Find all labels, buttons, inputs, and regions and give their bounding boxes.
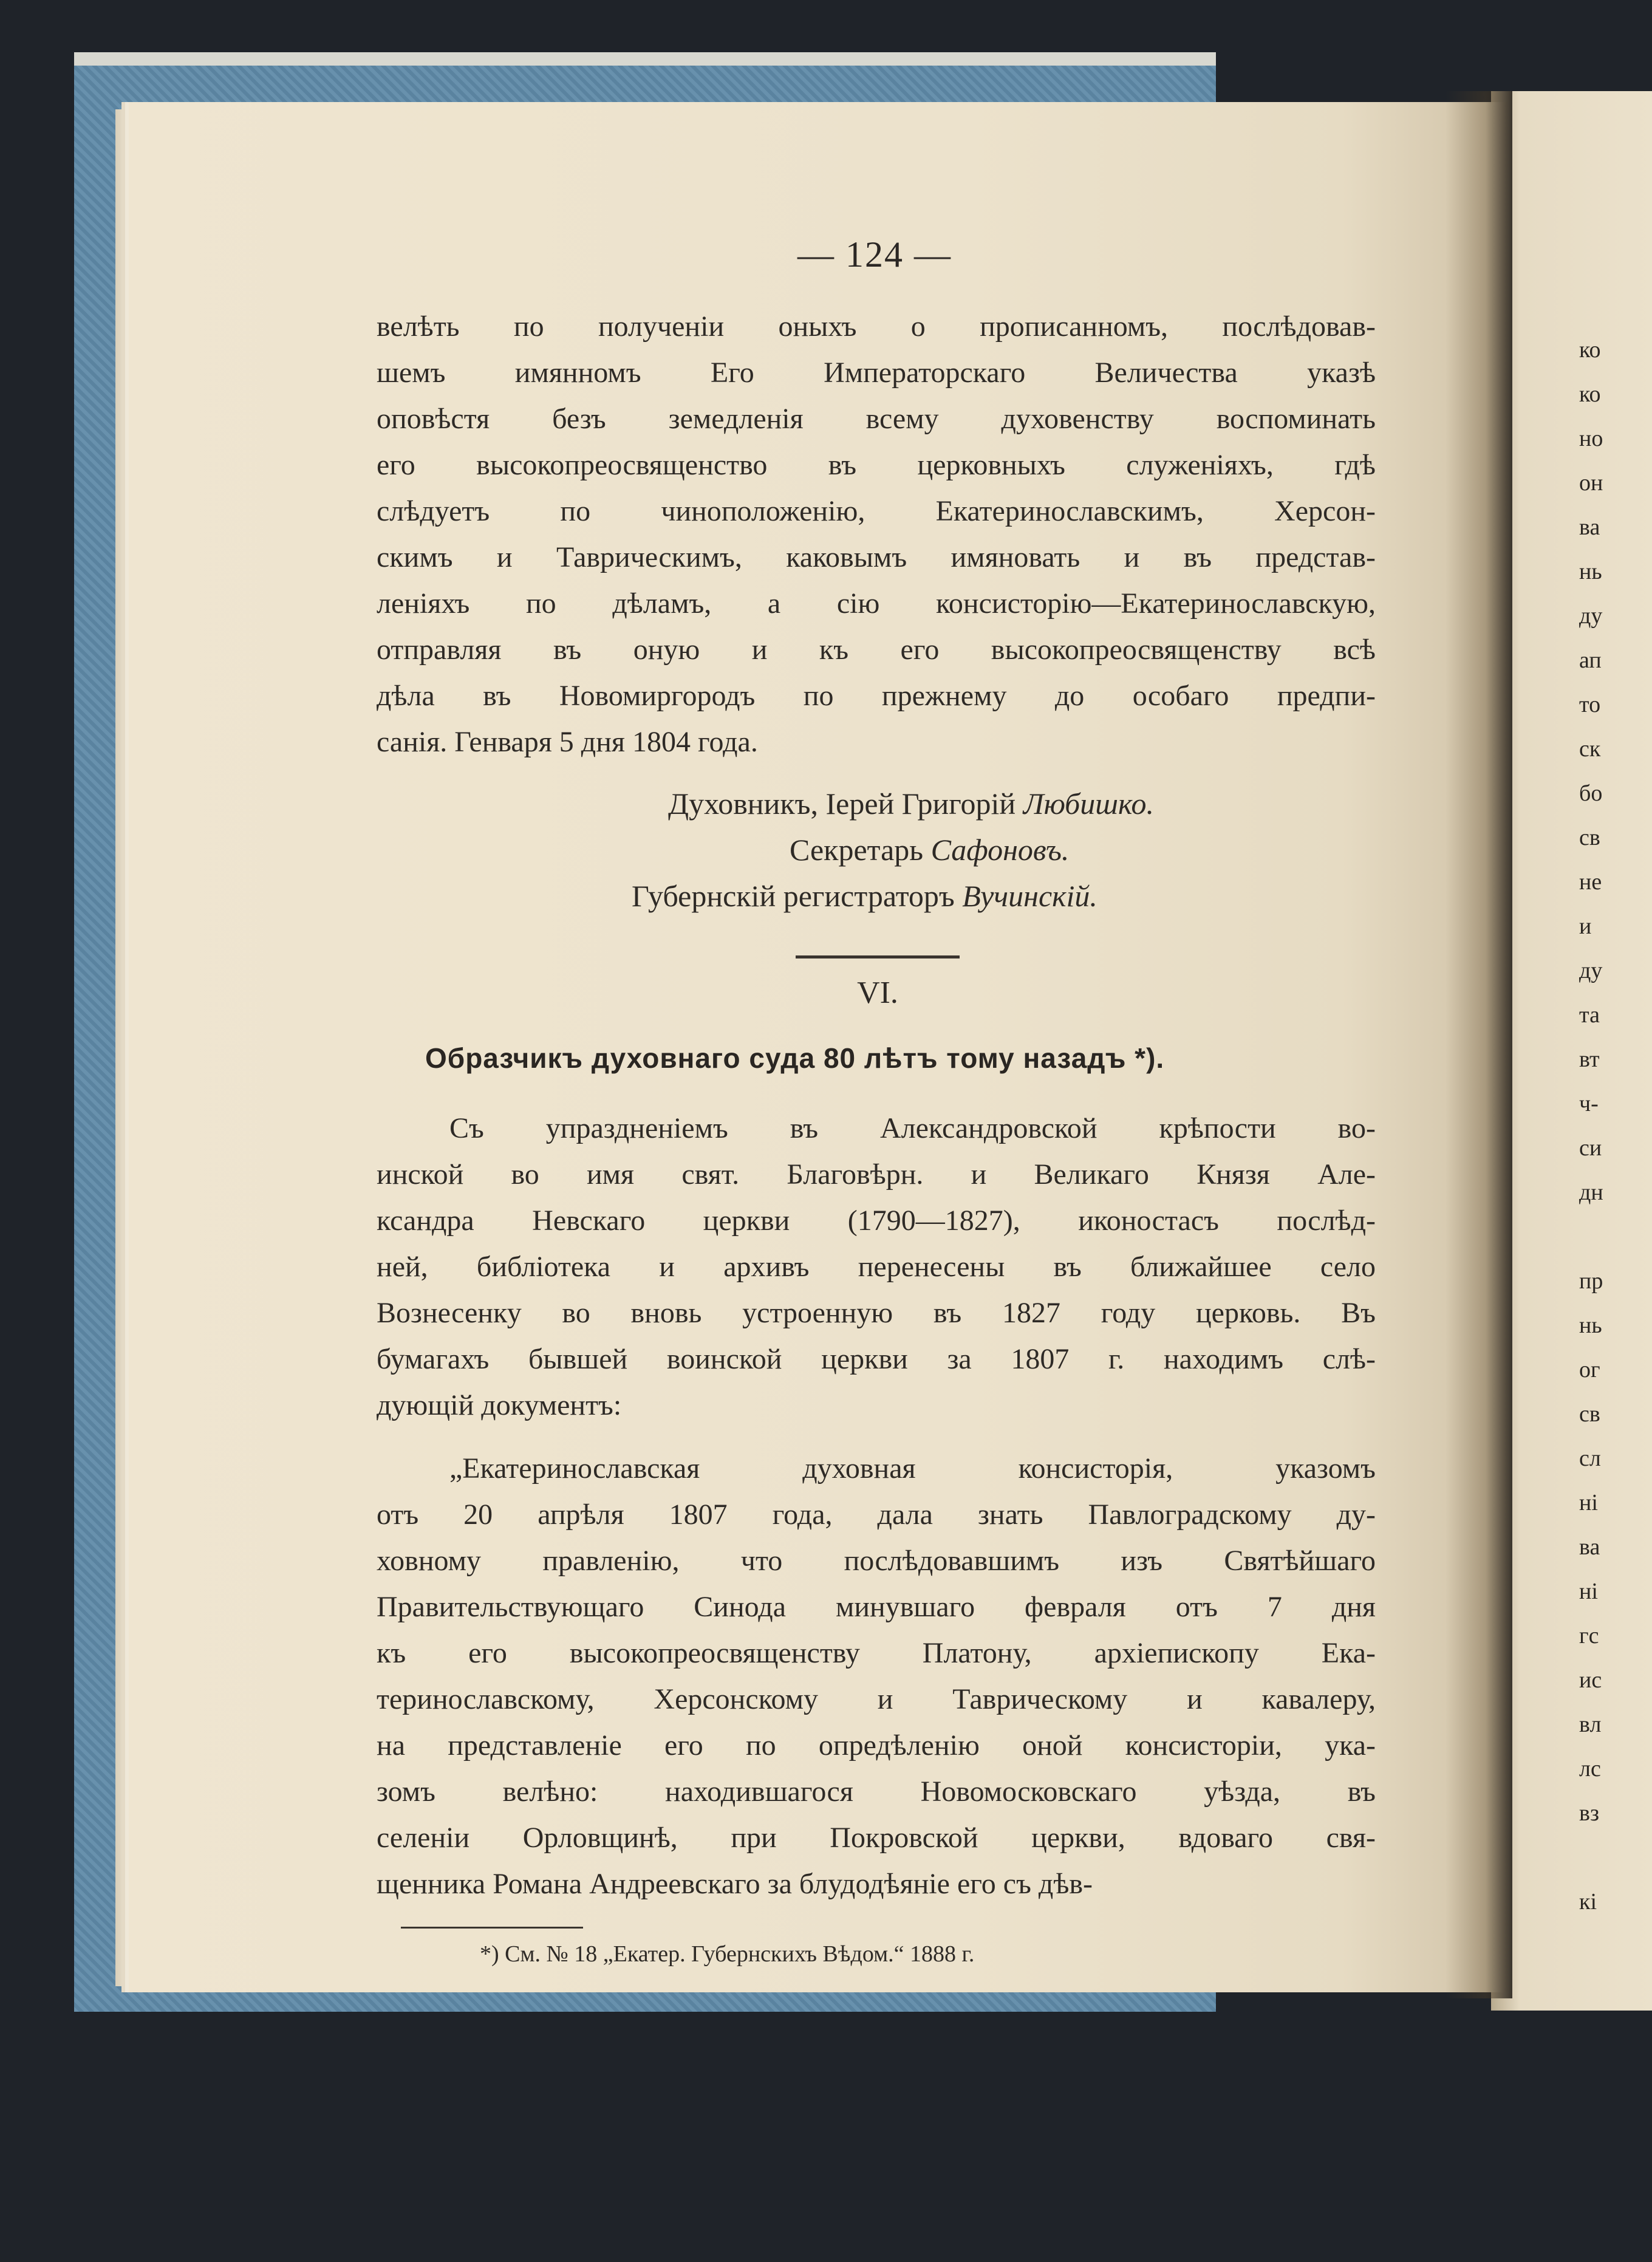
next-page-fragment: нь <box>1579 559 1602 584</box>
text-line: его высокопреосвященство въ церковныхъ служеніяхъ, гдѣ <box>377 449 1376 481</box>
text-line: теринославскому, Херсонскому и Таврическому и кавалеру, <box>377 1683 1376 1715</box>
signature-line <box>377 827 1376 873</box>
next-page-fragment: ні <box>1579 1490 1598 1515</box>
signature-name: Любишко. <box>1023 787 1155 821</box>
next-page-fragment: си <box>1579 1135 1602 1161</box>
text-line: слѣдуетъ по чиноположенію, Екатеринославскимъ, Херсон- <box>377 495 1376 527</box>
next-page-fragment: лс <box>1579 1756 1601 1782</box>
next-page-fragment: ко <box>1579 381 1601 407</box>
next-page-fragment: ск <box>1579 736 1601 762</box>
page-number: — 124 — <box>797 234 952 275</box>
text-line: дующій документъ: <box>377 1389 622 1421</box>
next-page-fragment: но <box>1579 426 1603 451</box>
text-line: селеніи Орловщинѣ, при Покровской церкви, вдоваго свя- <box>377 1822 1376 1854</box>
next-page-text <box>1579 328 1652 1924</box>
book-cover-edge <box>74 52 1216 66</box>
text-line: Правительствующаго Синода минувшаго февраля отъ 7 дня <box>377 1591 1376 1623</box>
section-title: Образчикъ духовнаго суда 80 лѣтъ тому назадъ *). <box>425 1042 1165 1074</box>
next-page-fragment: св <box>1579 1401 1600 1427</box>
next-page-fragment: ч- <box>1579 1091 1599 1116</box>
next-page-fragment: вл <box>1579 1712 1602 1737</box>
signature-line <box>377 873 1376 919</box>
signature-name: Вучинскій. <box>962 879 1097 913</box>
text-line: отправляя въ оную и къ его высокопреосвященству всѣ <box>377 634 1376 666</box>
signature-title: Духовникъ, Іерей Григорій <box>668 787 1023 821</box>
signatures <box>377 781 1376 919</box>
page-gutter-shadow <box>1445 91 1512 1998</box>
next-page-fragment: пр <box>1579 1268 1603 1294</box>
text-line: Съ упраздненіемъ въ Александровской крѣпости во- <box>449 1112 1376 1144</box>
text-line: ксандра Невскаго церкви (1790—1827), иконостасъ послѣд- <box>377 1204 1376 1237</box>
next-page-fragment: то <box>1579 692 1601 717</box>
text-line: отъ 20 апрѣля 1807 года, дала знать Павлоградскому ду- <box>377 1498 1376 1531</box>
next-page-fragment: гс <box>1579 1623 1599 1649</box>
signature-title: Губернскій регистраторъ <box>632 879 963 913</box>
footnote-divider <box>401 1927 583 1929</box>
next-page-fragment: кі <box>1579 1889 1597 1915</box>
next-page-fragment: св <box>1579 825 1600 850</box>
signature-name: Сафоновъ. <box>930 833 1070 867</box>
next-page-fragment: ап <box>1579 648 1602 673</box>
next-page-fragment: ко <box>1579 337 1601 363</box>
text-line: щенника Романа Андреевскаго за блудодѣяніе его съ дѣв- <box>377 1868 1093 1900</box>
next-page-fragment: ду <box>1579 603 1603 629</box>
next-page-fragment: ис <box>1579 1667 1602 1693</box>
next-page-fragment: вт <box>1579 1047 1600 1072</box>
next-page-fragment: ог <box>1579 1357 1600 1382</box>
section-number: VI. <box>857 976 898 1010</box>
text-line: на представленіе его по опредѣленію оной консисторіи, ука- <box>377 1729 1376 1761</box>
paragraph-3 <box>377 1446 1376 1907</box>
next-page-fragment: бо <box>1579 781 1603 806</box>
text-line: оповѣстя безъ земедленія всему духовенству воспоминать <box>377 403 1376 435</box>
text-line: къ его высокопреосвященству Платону, архіепископу Ека- <box>377 1637 1376 1669</box>
next-page-fragment: ва <box>1579 514 1600 540</box>
next-page-fragment: сл <box>1579 1446 1601 1471</box>
next-page-fragment: не <box>1579 869 1602 895</box>
text-line: ховному правленію, что послѣдовавшимъ изъ Святѣйшаго <box>377 1545 1376 1577</box>
signature-title: Секретарь <box>790 833 931 867</box>
next-page-fragment: вз <box>1579 1800 1599 1826</box>
text-line: зомъ велѣно: находившагося Новомосковскаго уѣзда, въ <box>377 1775 1376 1808</box>
footnote: *) См. № 18 „Екатер. Губернскихъ Вѣдом.“ 1888 г. <box>480 1941 975 1967</box>
next-page-fragment: он <box>1579 470 1603 496</box>
text-line: „Екатеринославская духовная консисторія, указомъ <box>449 1452 1376 1485</box>
next-page-fragment: ва <box>1579 1534 1600 1560</box>
section-divider <box>796 955 960 958</box>
text-line: санія. Генваря 5 дня 1804 года. <box>377 726 758 758</box>
text-line: ней, библіотека и архивъ перенесены въ ближайшее село <box>377 1251 1376 1283</box>
text-line: скимъ и Таврическимъ, каковымъ имяновать и въ представ- <box>377 541 1376 573</box>
next-page-fragment: и <box>1579 914 1592 939</box>
next-page-fragment <box>1579 1215 1652 1259</box>
text-line: велѣть по полученіи оныхъ о прописанномъ, послѣдовав- <box>377 310 1376 343</box>
next-page-fragment: дн <box>1579 1180 1603 1205</box>
paragraph-1 <box>377 304 1376 765</box>
next-page-fragment: ні <box>1579 1579 1598 1604</box>
signature-line <box>377 781 1376 827</box>
next-page-fragment <box>1579 1836 1652 1880</box>
text-line: бумагахъ бывшей воинской церкви за 1807 г. находимъ слѣ- <box>377 1343 1376 1375</box>
text-line: инской во имя свят. Благовѣрн. и Великаго Князя Але- <box>377 1158 1376 1191</box>
text-line: леніяхъ по дѣламъ, а сію консисторію—Екатеринославскую, <box>377 587 1376 620</box>
paragraph-2 <box>377 1105 1376 1429</box>
next-page-fragment: та <box>1579 1002 1600 1028</box>
next-page-fragment: ду <box>1579 958 1603 983</box>
text-line: шемъ имянномъ Его Императорскаго Величества указѣ <box>377 357 1376 389</box>
next-page-fragment: нь <box>1579 1313 1602 1338</box>
text-line: дѣла въ Новомиргородъ по прежнему до особаго предпи- <box>377 680 1376 712</box>
text-line: Вознесенку во вновь устроенную въ 1827 году церковь. Въ <box>377 1297 1376 1329</box>
